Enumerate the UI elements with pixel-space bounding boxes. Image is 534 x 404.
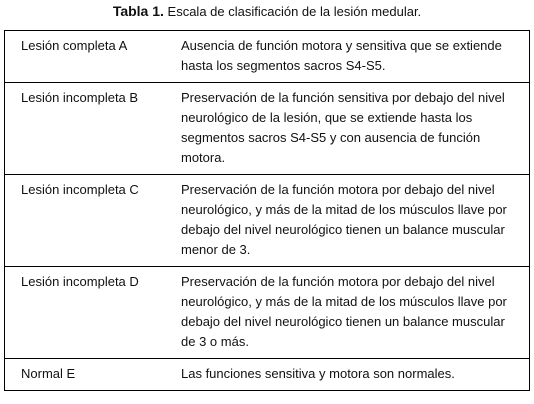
table-caption-label: Tabla 1. (112, 3, 164, 19)
injury-description-cell: Las funciones sensitiva y motora son normales. (179, 359, 530, 391)
spinal-injury-classification-table (4, 30, 530, 391)
table-row (5, 83, 530, 175)
injury-grade-cell: Lesión incompleta D (5, 267, 180, 359)
injury-grade-cell: Normal E (5, 359, 180, 391)
table-row (5, 359, 530, 391)
injury-grade-cell: Lesión incompleta C (5, 175, 180, 267)
table-row (5, 31, 530, 83)
injury-description-cell: Preservación de la función motora por debajo del nivel neurológico, y más de la mitad de los músculos llave por debajo del nivel neurológico tienen un balance muscular de 3 o más. (179, 267, 530, 359)
injury-description-cell: Ausencia de función motora y sensitiva que se extiende hasta los segmentos sacros S4-S5. (179, 31, 530, 83)
table-caption-text: Escala de clasificación de la lesión medular. (167, 4, 422, 19)
injury-description-cell: Preservación de la función sensitiva por debajo del nivel neurológico de la lesión, que se extiende hasta los segmentos sacros S4-S5 y con ausencia de función motora. (179, 83, 530, 175)
injury-description-cell: Preservación de la función motora por debajo del nivel neurológico, y más de la mitad de los músculos llave por debajo del nivel neurológico tienen un balance muscular menor de 3. (179, 175, 530, 267)
table-row (5, 267, 530, 359)
table-caption (0, 3, 534, 20)
injury-grade-cell: Lesión incompleta B (5, 83, 180, 175)
table-row (5, 175, 530, 267)
injury-grade-cell: Lesión completa A (5, 31, 180, 83)
